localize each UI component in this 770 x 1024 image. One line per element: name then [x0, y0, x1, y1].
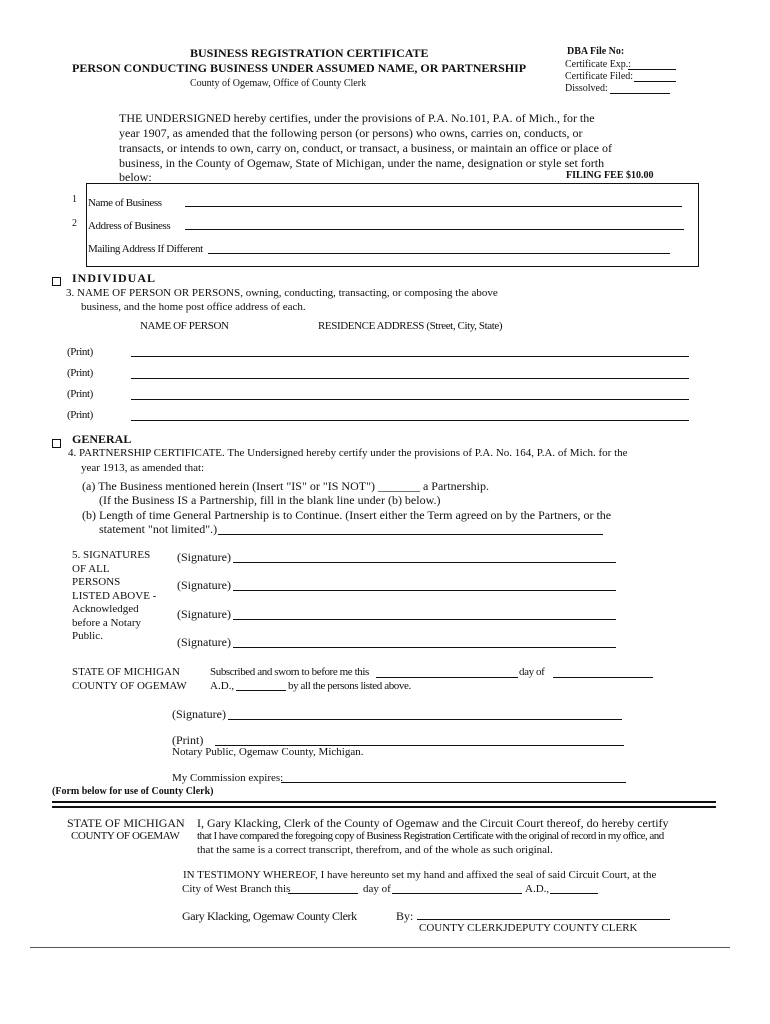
- divider-thick-1: [52, 801, 716, 803]
- signature-field-4[interactable]: [233, 647, 616, 648]
- individual-checkbox[interactable]: [52, 272, 61, 290]
- clerk-use-note: (Form below for use of County Clerk): [52, 786, 214, 797]
- notary-signature-field[interactable]: [228, 719, 622, 720]
- general-item-a-note: (If the Business IS a Partnership, fill in the blank line under (b) below.): [99, 493, 441, 507]
- cert-filed-label: Certificate Filed:: [565, 71, 634, 82]
- signature-field-2[interactable]: [233, 590, 616, 591]
- notary-public-label: Notary Public, Ogemaw County, Michigan.: [172, 746, 364, 758]
- dba-file-label: DBA File No:: [567, 46, 625, 57]
- partnership-term-field[interactable]: [218, 534, 603, 535]
- notary-state: STATE OF MICHIGAN: [72, 666, 180, 678]
- form-subtitle-title: PERSON CONDUCTING BUSINESS UNDER ASSUMED NAME, OR PARTNERSHIP: [72, 61, 527, 75]
- cert-exp-label: Certificate Exp.:: [565, 59, 632, 70]
- sworn-date-field[interactable]: [376, 677, 518, 678]
- col-residence-address: RESIDENCE ADDRESS (Street, City, State): [318, 320, 503, 332]
- person-row-1-field[interactable]: [131, 356, 689, 357]
- individual-line-1: 3. NAME OF PERSON OR PERSONS, owning, conducting, transacting, or composing the above: [66, 287, 498, 299]
- intro-line-3: transacts, or intends to own, carry on, conduct, or transact, a business, or maintain an office or place of: [119, 141, 612, 155]
- testimony-date-field[interactable]: [288, 893, 358, 894]
- print-label-3: (Print): [67, 388, 93, 400]
- filing-fee: FILING FEE $10.00: [566, 170, 654, 181]
- clerk-name: Gary Klacking, Ogemaw County Clerk: [182, 909, 357, 923]
- general-item-b: (b) Length of time General Partnership is to Continue. (Insert either the Term agreed on by the Partners, or the: [82, 508, 612, 522]
- cert-filed-field[interactable]: [634, 81, 676, 82]
- clerk-county: COUNTY OF OGEMAW: [71, 830, 180, 842]
- print-label-1: (Print): [67, 346, 93, 358]
- address-of-business-field[interactable]: [185, 229, 684, 230]
- item-number-2: 2: [72, 218, 77, 229]
- clerk-cert-line-1: I, Gary Klacking, Clerk of the County of Ogemaw and the Circuit Court thereof, do hereby certify: [197, 816, 669, 830]
- commission-label: My Commission expires:: [172, 772, 284, 784]
- intro-line-5: below:: [119, 170, 152, 184]
- signature-label-2: (Signature): [177, 578, 231, 592]
- dissolved-field[interactable]: [610, 93, 670, 94]
- testimony-day-of: day of: [363, 883, 391, 895]
- mailing-address-field[interactable]: [208, 253, 670, 254]
- testimony-year-field[interactable]: [550, 893, 598, 894]
- notary-print-label: (Print): [172, 733, 204, 747]
- general-line-1: 4. PARTNERSHIP CERTIFICATE. The Undersigned hereby certify under the provisions of P.A. No. 164, P.A. of Mich. for the: [68, 447, 628, 459]
- cert-exp-field[interactable]: [628, 69, 676, 70]
- item-number-1: 1: [72, 194, 77, 205]
- divider-thick-2: [52, 806, 716, 808]
- signature-field-3[interactable]: [233, 619, 616, 620]
- general-heading: GENERAL: [72, 432, 132, 446]
- name-of-business-field[interactable]: [185, 206, 682, 207]
- intro-line-1: THE UNDERSIGNED hereby certifies, under the provisions of P.A. No.101, P.A. of Mich., for the: [119, 111, 595, 125]
- person-row-4-field[interactable]: [131, 420, 689, 421]
- testimony-month-field[interactable]: [392, 893, 522, 894]
- general-item-a: (a) The Business mentioned herein (Insert "IS" or "IS NOT") _______ a Partnership.: [82, 479, 489, 493]
- signature-field-1[interactable]: [233, 562, 616, 563]
- notary-county: COUNTY OF OGEMAW: [72, 680, 187, 692]
- print-label-2: (Print): [67, 367, 93, 379]
- person-row-3-field[interactable]: [131, 399, 689, 400]
- col-name-of-person: NAME OF PERSON: [140, 320, 229, 332]
- sworn-line-1: Subscribed and sworn to before me this: [210, 666, 369, 678]
- address-of-business-label: Address of Business: [88, 220, 171, 232]
- signatures-side-note: 5. SIGNATURES OF ALL PERSONS LISTED ABOVE - Acknowledged before a Notary Public.: [72, 549, 157, 642]
- individual-line-2: business, and the home post office address of each.: [81, 301, 306, 313]
- general-checkbox[interactable]: [52, 434, 61, 452]
- clerk-cert-line-2: that I have compared the foregoing copy of Business Registration Certificate with the original of record in my office, and: [197, 830, 664, 842]
- office-label: County of Ogemaw, Office of County Clerk: [190, 78, 367, 89]
- testimony-ad: A.D.,: [525, 883, 550, 895]
- bottom-rule: [30, 947, 730, 948]
- form-title: BUSINESS REGISTRATION CERTIFICATE: [190, 46, 429, 60]
- sworn-year-field[interactable]: [236, 690, 286, 691]
- sworn-day-of: day of: [519, 666, 545, 678]
- mailing-address-label: Mailing Address If Different: [88, 243, 203, 255]
- sworn-line-2: by all the persons listed above.: [288, 680, 411, 692]
- general-line-2: year 1913, as amended that:: [81, 462, 205, 474]
- intro-line-4: business, in the County of Ogemaw, State of Michigan, under the name, designation or style set forth: [119, 156, 605, 170]
- testimony-city: City of West Branch this: [182, 883, 291, 895]
- intro-line-2: year 1907, as amended that the following person (or persons) who owns, carries on, conducts, or: [119, 126, 583, 140]
- signature-label-4: (Signature): [177, 635, 231, 649]
- individual-heading: INDIVIDUAL: [72, 271, 157, 285]
- clerk-signature-field[interactable]: [417, 919, 670, 920]
- notary-signature-label: (Signature): [172, 707, 226, 721]
- signature-label-3: (Signature): [177, 607, 231, 621]
- sworn-ad: A.D.,: [210, 680, 235, 692]
- clerk-state: STATE OF MICHIGAN: [67, 816, 185, 830]
- name-of-business-label: Name of Business: [88, 197, 162, 209]
- clerk-cert-line-3: that the same is a correct transcript, therefrom, and of the whole as such original.: [197, 844, 553, 856]
- signature-label-1: (Signature): [177, 550, 231, 564]
- dissolved-label: Dissolved:: [565, 83, 608, 94]
- print-label-4: (Print): [67, 409, 93, 421]
- testimony-line-1: IN TESTIMONY WHEREOF, I have hereunto set my hand and affixed the seal of said Circuit Court, at the: [183, 869, 657, 881]
- clerk-by-label: By:: [396, 909, 414, 923]
- sworn-month-field[interactable]: [553, 677, 653, 678]
- clerk-title: COUNTY CLERKJDEPUTY COUNTY CLERK: [419, 922, 638, 934]
- commission-expires-field[interactable]: [281, 782, 626, 783]
- person-row-2-field[interactable]: [131, 378, 689, 379]
- general-item-b-note: statement "not limited".): [99, 522, 218, 536]
